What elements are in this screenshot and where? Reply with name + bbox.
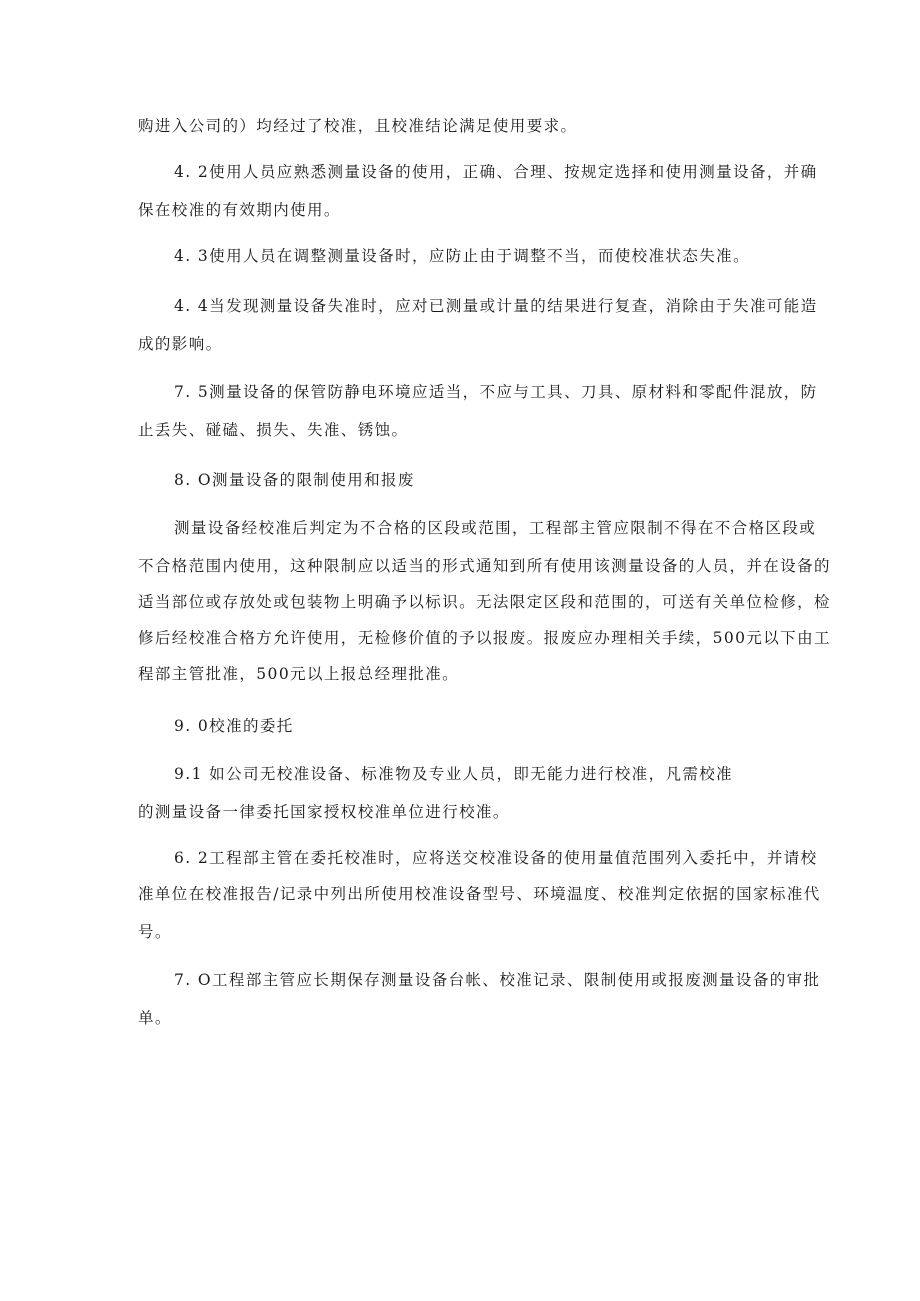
clause-4-3-line: 4. 3使用人员在调整测量设备时，应防止由于调整不当，而使校准状态失准。 — [174, 247, 750, 265]
clause-7-0-line-1: 7. O工程部主管应长期保存测量设备台帐、校准记录、限制使用或报废测量设备的审批 — [174, 971, 821, 989]
clause-9-1-line-1: 9.1 如公司无校准设备、标准物及专业人员，即无能力进行校准，凡需校准 — [174, 765, 734, 783]
section-8-paragraph-line-3: 适当部位或存放处或包装物上明确予以标识。无法限定区段和范围的，可送有关单位检修，检 — [138, 593, 831, 611]
paragraph-line: 购进入公司的）均经过了校准，且校准结论满足使用要求。 — [138, 117, 578, 135]
section-8-paragraph-line-2: 不合格范围内使用，这种限制应以适当的形式通知到所有使用该测量设备的人员，并在设备的 — [138, 557, 831, 575]
clause-4-2-line-1: 4. 2使用人员应熟悉测量设备的使用，正确、合理、按规定选择和使用测量设备，并确 — [174, 163, 818, 181]
section-8-paragraph-line-5: 程部主管批准，500元以上报总经理批准。 — [138, 665, 460, 683]
clause-7-0-line-2: 单。 — [138, 1009, 172, 1027]
section-8-paragraph-line-1: 测量设备经校准后判定为不合格的区段或范围，工程部主管应限制不得在不合格区段或 — [174, 519, 817, 537]
clause-6-2-line-1: 6. 2工程部主管在委托校准时，应将送交校准设备的使用量值范围列入委托中，并请校 — [174, 849, 818, 867]
section-heading-9: 9. 0校准的委托 — [174, 717, 294, 735]
section-heading-8: 8. O测量设备的限制使用和报废 — [174, 471, 415, 489]
clause-6-2-line-3: 号。 — [138, 923, 172, 941]
clause-9-1-line-2: 的测量设备一律委托国家授权校准单位进行校准。 — [138, 803, 510, 821]
clause-7-5-line-2: 止丢失、碰磕、损失、失准、锈蚀。 — [138, 421, 409, 439]
clause-4-4-line-2: 成的影响。 — [138, 335, 223, 353]
section-8-paragraph-line-4: 修后经校准合格方允许使用，无检修价值的予以报废。报废应办理相关手续，500元以下由工 — [138, 629, 831, 647]
clause-4-4-line-1: 4. 4当发现测量设备失准时，应对已测量或计量的结果进行复查，消除由于失准可能造 — [174, 297, 818, 315]
clause-4-2-line-2: 保在校准的有效期内使用。 — [138, 201, 341, 219]
clause-7-5-line-1: 7. 5测量设备的保管防静电环境应适当，不应与工具、刀具、原材料和零配件混放，防 — [174, 383, 818, 401]
clause-6-2-line-2: 准单位在校准报告/记录中列出所使用校准设备型号、环境温度、校准判定依据的国家标准代 — [138, 885, 821, 903]
